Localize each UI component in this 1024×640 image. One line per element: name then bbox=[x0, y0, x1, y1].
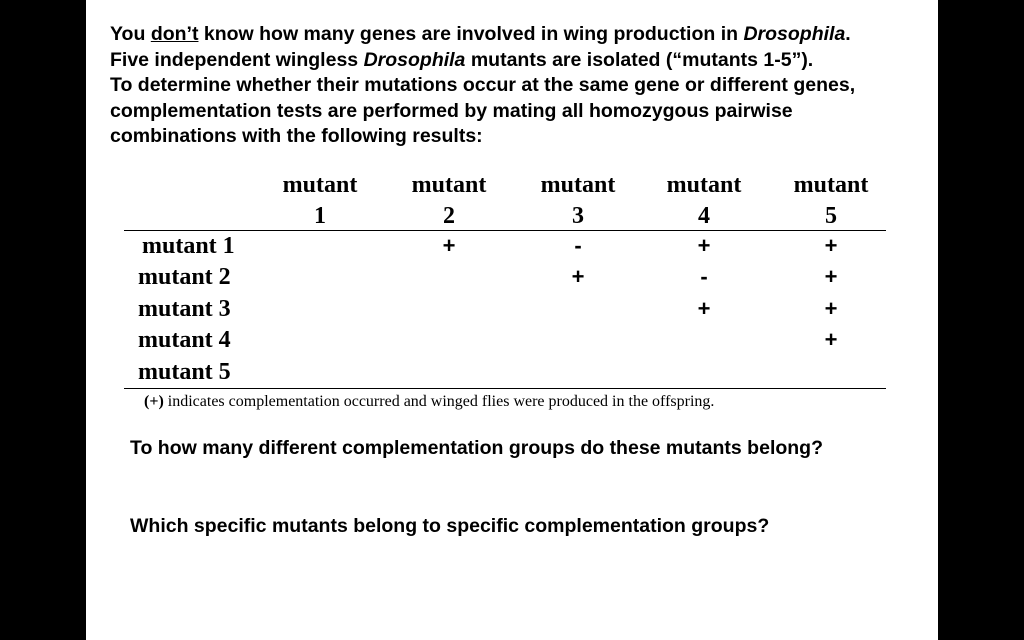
table-cell: + bbox=[442, 233, 456, 258]
table-cell: + bbox=[824, 296, 838, 321]
column-header-number: 1 bbox=[314, 203, 326, 229]
column-header-word: mutant bbox=[793, 172, 869, 198]
question-2: Which specific mutants belong to specific complementation groups? bbox=[130, 515, 770, 537]
intro-line-2 bbox=[110, 48, 930, 74]
column-header-2 bbox=[389, 170, 509, 232]
column-header-4 bbox=[644, 170, 764, 232]
row-label-5: mutant 5 bbox=[138, 359, 231, 385]
row-label-3: mutant 3 bbox=[138, 296, 231, 322]
column-header-word: mutant bbox=[666, 172, 742, 198]
intro-line-3: To determine whether their mutations occur at the same gene or different genes, bbox=[110, 74, 856, 96]
table-cell: + bbox=[824, 233, 838, 258]
table-cell: + bbox=[824, 327, 838, 352]
column-header-number: 5 bbox=[825, 203, 837, 229]
table-cell: + bbox=[697, 296, 711, 321]
column-header-word: mutant bbox=[411, 172, 487, 198]
footnote-text: indicates complementation occurred and winged flies were produced in the offspring. bbox=[163, 393, 715, 410]
table-cell: + bbox=[697, 233, 711, 258]
column-header-number: 3 bbox=[572, 203, 584, 229]
table-cell: - bbox=[700, 264, 708, 289]
row-label-2: mutant 2 bbox=[138, 264, 231, 290]
intro-text-span: mutants are isolated (“mutants 1-5”). bbox=[465, 48, 814, 71]
table-cell: + bbox=[571, 264, 585, 289]
intro-line-5: combinations with the following results: bbox=[110, 125, 483, 147]
column-header-5 bbox=[771, 170, 891, 232]
footnote-symbol: (+) bbox=[144, 393, 164, 410]
intro-text-span: Five independent wingless bbox=[110, 48, 364, 71]
column-header-number: 4 bbox=[698, 203, 710, 229]
column-header-1 bbox=[260, 170, 380, 232]
column-header-3 bbox=[518, 170, 638, 232]
column-header-word: mutant bbox=[540, 172, 616, 198]
table-bottom-rule bbox=[124, 388, 886, 389]
table-cell: + bbox=[824, 264, 838, 289]
underlined-word: don’t bbox=[150, 23, 199, 45]
intro-text-span: You bbox=[110, 23, 151, 45]
intro-text bbox=[110, 22, 930, 150]
row-label-4: mutant 4 bbox=[138, 327, 231, 353]
table-top-rule bbox=[124, 230, 886, 231]
question-1: To how many different complementation groups do these mutants belong? bbox=[130, 437, 824, 459]
row-label-1: mutant 1 bbox=[142, 233, 235, 259]
italic-species: Drosophila bbox=[743, 23, 846, 45]
intro-line-1 bbox=[110, 22, 930, 48]
slide bbox=[86, 0, 938, 640]
column-header-word: mutant bbox=[282, 172, 358, 198]
column-header-number: 2 bbox=[443, 203, 455, 229]
intro-text-span: . bbox=[845, 23, 851, 45]
intro-line-4: complementation tests are performed by mating all homozygous pairwise bbox=[110, 99, 793, 122]
table-footnote bbox=[144, 392, 714, 412]
italic-species: Drosophila bbox=[363, 48, 466, 71]
table-cell: - bbox=[574, 233, 582, 258]
intro-text-span: know how many genes are involved in wing production in bbox=[198, 23, 744, 45]
